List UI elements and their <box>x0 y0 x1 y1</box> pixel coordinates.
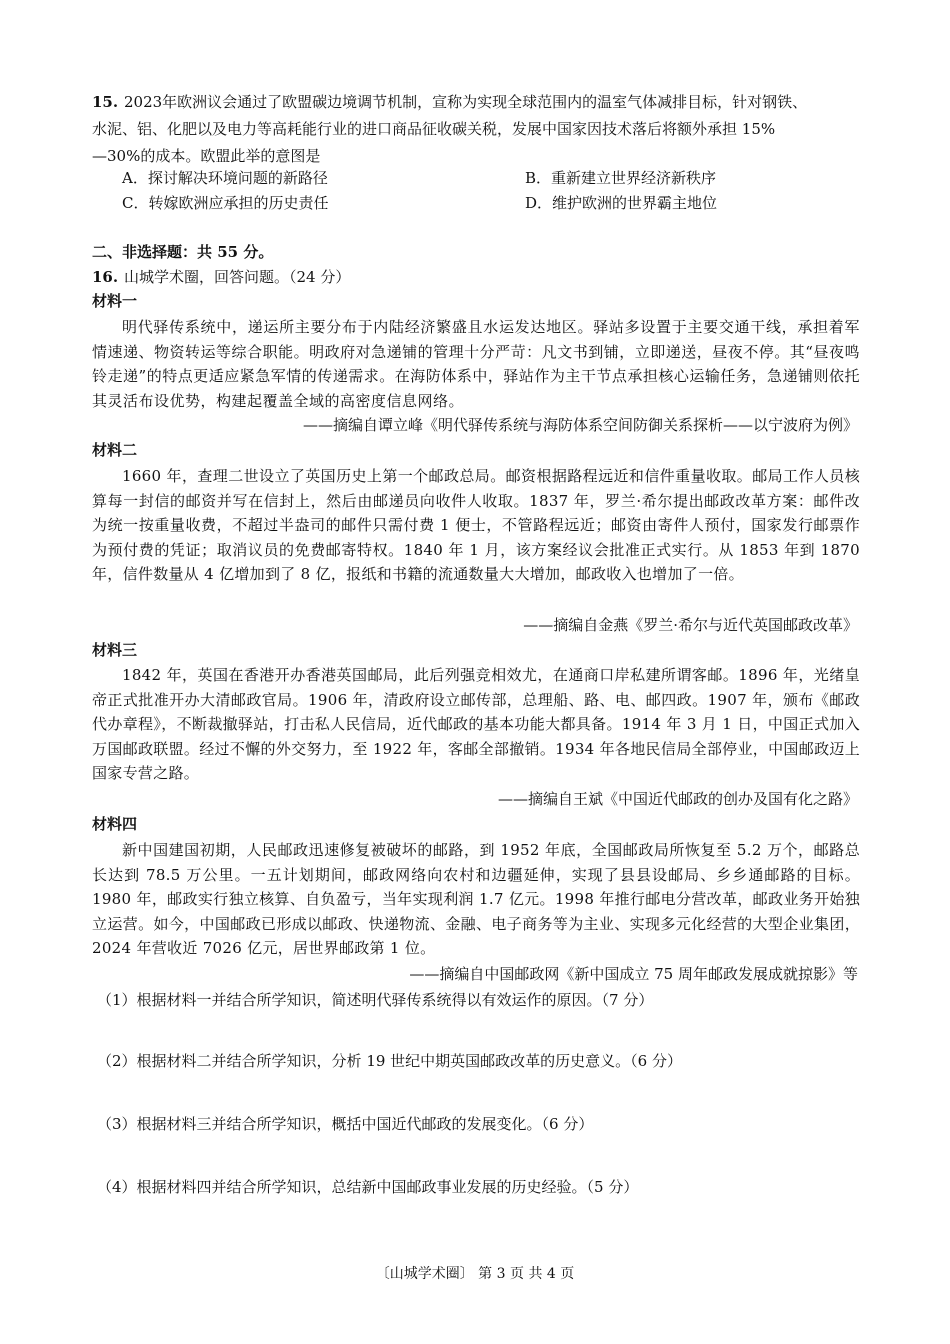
option-d: D．维护欧洲的世界霸主地位 <box>525 194 718 212</box>
material-title: 材料四 <box>92 815 138 833</box>
question-15-line-1: 2023年欧洲议会通过了欧盟碳边境调节机制，宣称为实现全球范围内的温室气体减排目标，针对钢铁、 <box>124 93 808 111</box>
material-title: 材料二 <box>92 441 138 459</box>
sub-question-1: （1）根据材料一并结合所学知识，简述明代驿传系统得以有效运作的原因。（7 分） <box>97 991 654 1009</box>
material-source: ——摘编自金燕《罗兰·希尔与近代英国邮政改革》 <box>523 616 858 634</box>
material-text: 明代驿传系统中，递运所主要分布于内陆经济繁盛且水运发达地区。驿站多设置于主要交通干线，承担着军情速递、物资转运等综合职能。明政府对急递铺的管理十分严苛：凡文书到铺，立即递送，昼夜不停。其“昼夜鸣铃走递”的特点更适应紧急军情的传递需求。在海防体系中，驿站作为主干节点承担核心运输任务，急递铺则依托其灵活布设优势，构建起覆盖全域的高密度信息网络。 <box>92 318 860 410</box>
sub-question-4: （4）根据材料四并结合所学知识，总结新中国邮政事业发展的历史经验。（5 分） <box>97 1178 639 1196</box>
question-16-stem: 山城学术圈，回答问题。（24 分） <box>124 268 351 286</box>
option-a: A．探讨解决环境问题的新路径 <box>122 169 328 187</box>
page-footer: 〔山城学术圈〕 第 3 页 共 4 页 <box>375 1266 575 1282</box>
material-source: ——摘编自中国邮政网《新中国成立 75 周年邮政发展成就掠影》等 <box>409 965 858 983</box>
option-c: C．转嫁欧洲应承担的历史责任 <box>122 194 329 212</box>
question-15-line-2: 水泥、铝、化肥以及电力等高耗能行业的进口商品征收碳关税，发展中国家因技术落后将额外承担 15% <box>92 120 776 138</box>
material-text: 1660 年，查理二世设立了英国历史上第一个邮政总局。邮资根据路程远近和信件重量收取。邮局工作人员核算每一封信的邮资并写在信封上，然后由邮递员向收件人收取。1837 年，罗兰·希尔提出邮政改革方案：邮件改为统一按重量收费，不超过半盎司的邮件只需付费 1 便士，不管路程远近；邮资由寄件人预付，国家发行邮票作为预付费的凭证；取消议员的免费邮寄特权。1840 年 1 月，该方案经议会批准正式实行。从 1853 年到 1870 年，信件数量从 4 亿增加到了 8 亿，报纸和书籍的流通数量大大增加，邮政收入也增加了一倍。 <box>92 467 860 583</box>
material-source: ——摘编自王斌《中国近代邮政的创办及国有化之路》 <box>497 790 858 808</box>
question-15-line-3: —30%的成本。欧盟此举的意图是 <box>92 147 321 165</box>
question-15-number: 15. <box>92 93 119 111</box>
sub-question-2: （2）根据材料二并结合所学知识，分析 19 世纪中期英国邮政改革的历史意义。（6 分） <box>97 1052 682 1070</box>
section-title: 二、非选择题：共 55 分。 <box>92 243 274 261</box>
material-source: ——摘编自谭立峰《明代驿传系统与海防体系空间防御关系探析——以宁波府为例》 <box>302 416 858 434</box>
material-text: 新中国建国初期，人民邮政迅速修复被破坏的邮路，到 1952 年底，全国邮政局所恢复至 5.2 万个，邮路总长达到 78.5 万公里。一五计划期间，邮政网络向农村和边疆延伸，实现了县县设邮局、乡乡通邮路的目标。1980 年，邮政实行独立核算、自负盈亏，当年实现利润 1.7 亿元。1998 年推行邮电分营改革，邮政业务开始独立运营。如今，中国邮政已形成以邮政、快递物流、金融、电子商务等为主业、实现多元化经营的大型企业集团，2024 年营收近 7026 亿元，居世界邮政第 1 位。 <box>92 841 860 957</box>
material-title: 材料三 <box>92 641 138 659</box>
sub-question-3: （3）根据材料三并结合所学知识，概括中国近代邮政的发展变化。（6 分） <box>97 1115 594 1133</box>
question-16-number: 16. <box>92 268 119 286</box>
material-title: 材料一 <box>92 292 138 310</box>
material-text: 1842 年，英国在香港开办香港英国邮局，此后列强竞相效尤，在通商口岸私建所谓客邮。1896 年，光绪皇帝正式批准开办大清邮政官局。1906 年，清政府设立邮传部，总理船、路、电、邮四政。1907 年，颁布《邮政代办章程》，不断裁撤驿站，打击私人民信局，近代邮政的基本功能大都具备。1914 年 3 月 1 日，中国正式加入万国邮政联盟。经过不懈的外交努力，至 1922 年，客邮全部撤销。1934 年各地民信局全部停业，中国邮政迈上国家专营之路。 <box>92 666 860 782</box>
option-b: B．重新建立世界经济新秩序 <box>525 169 717 187</box>
